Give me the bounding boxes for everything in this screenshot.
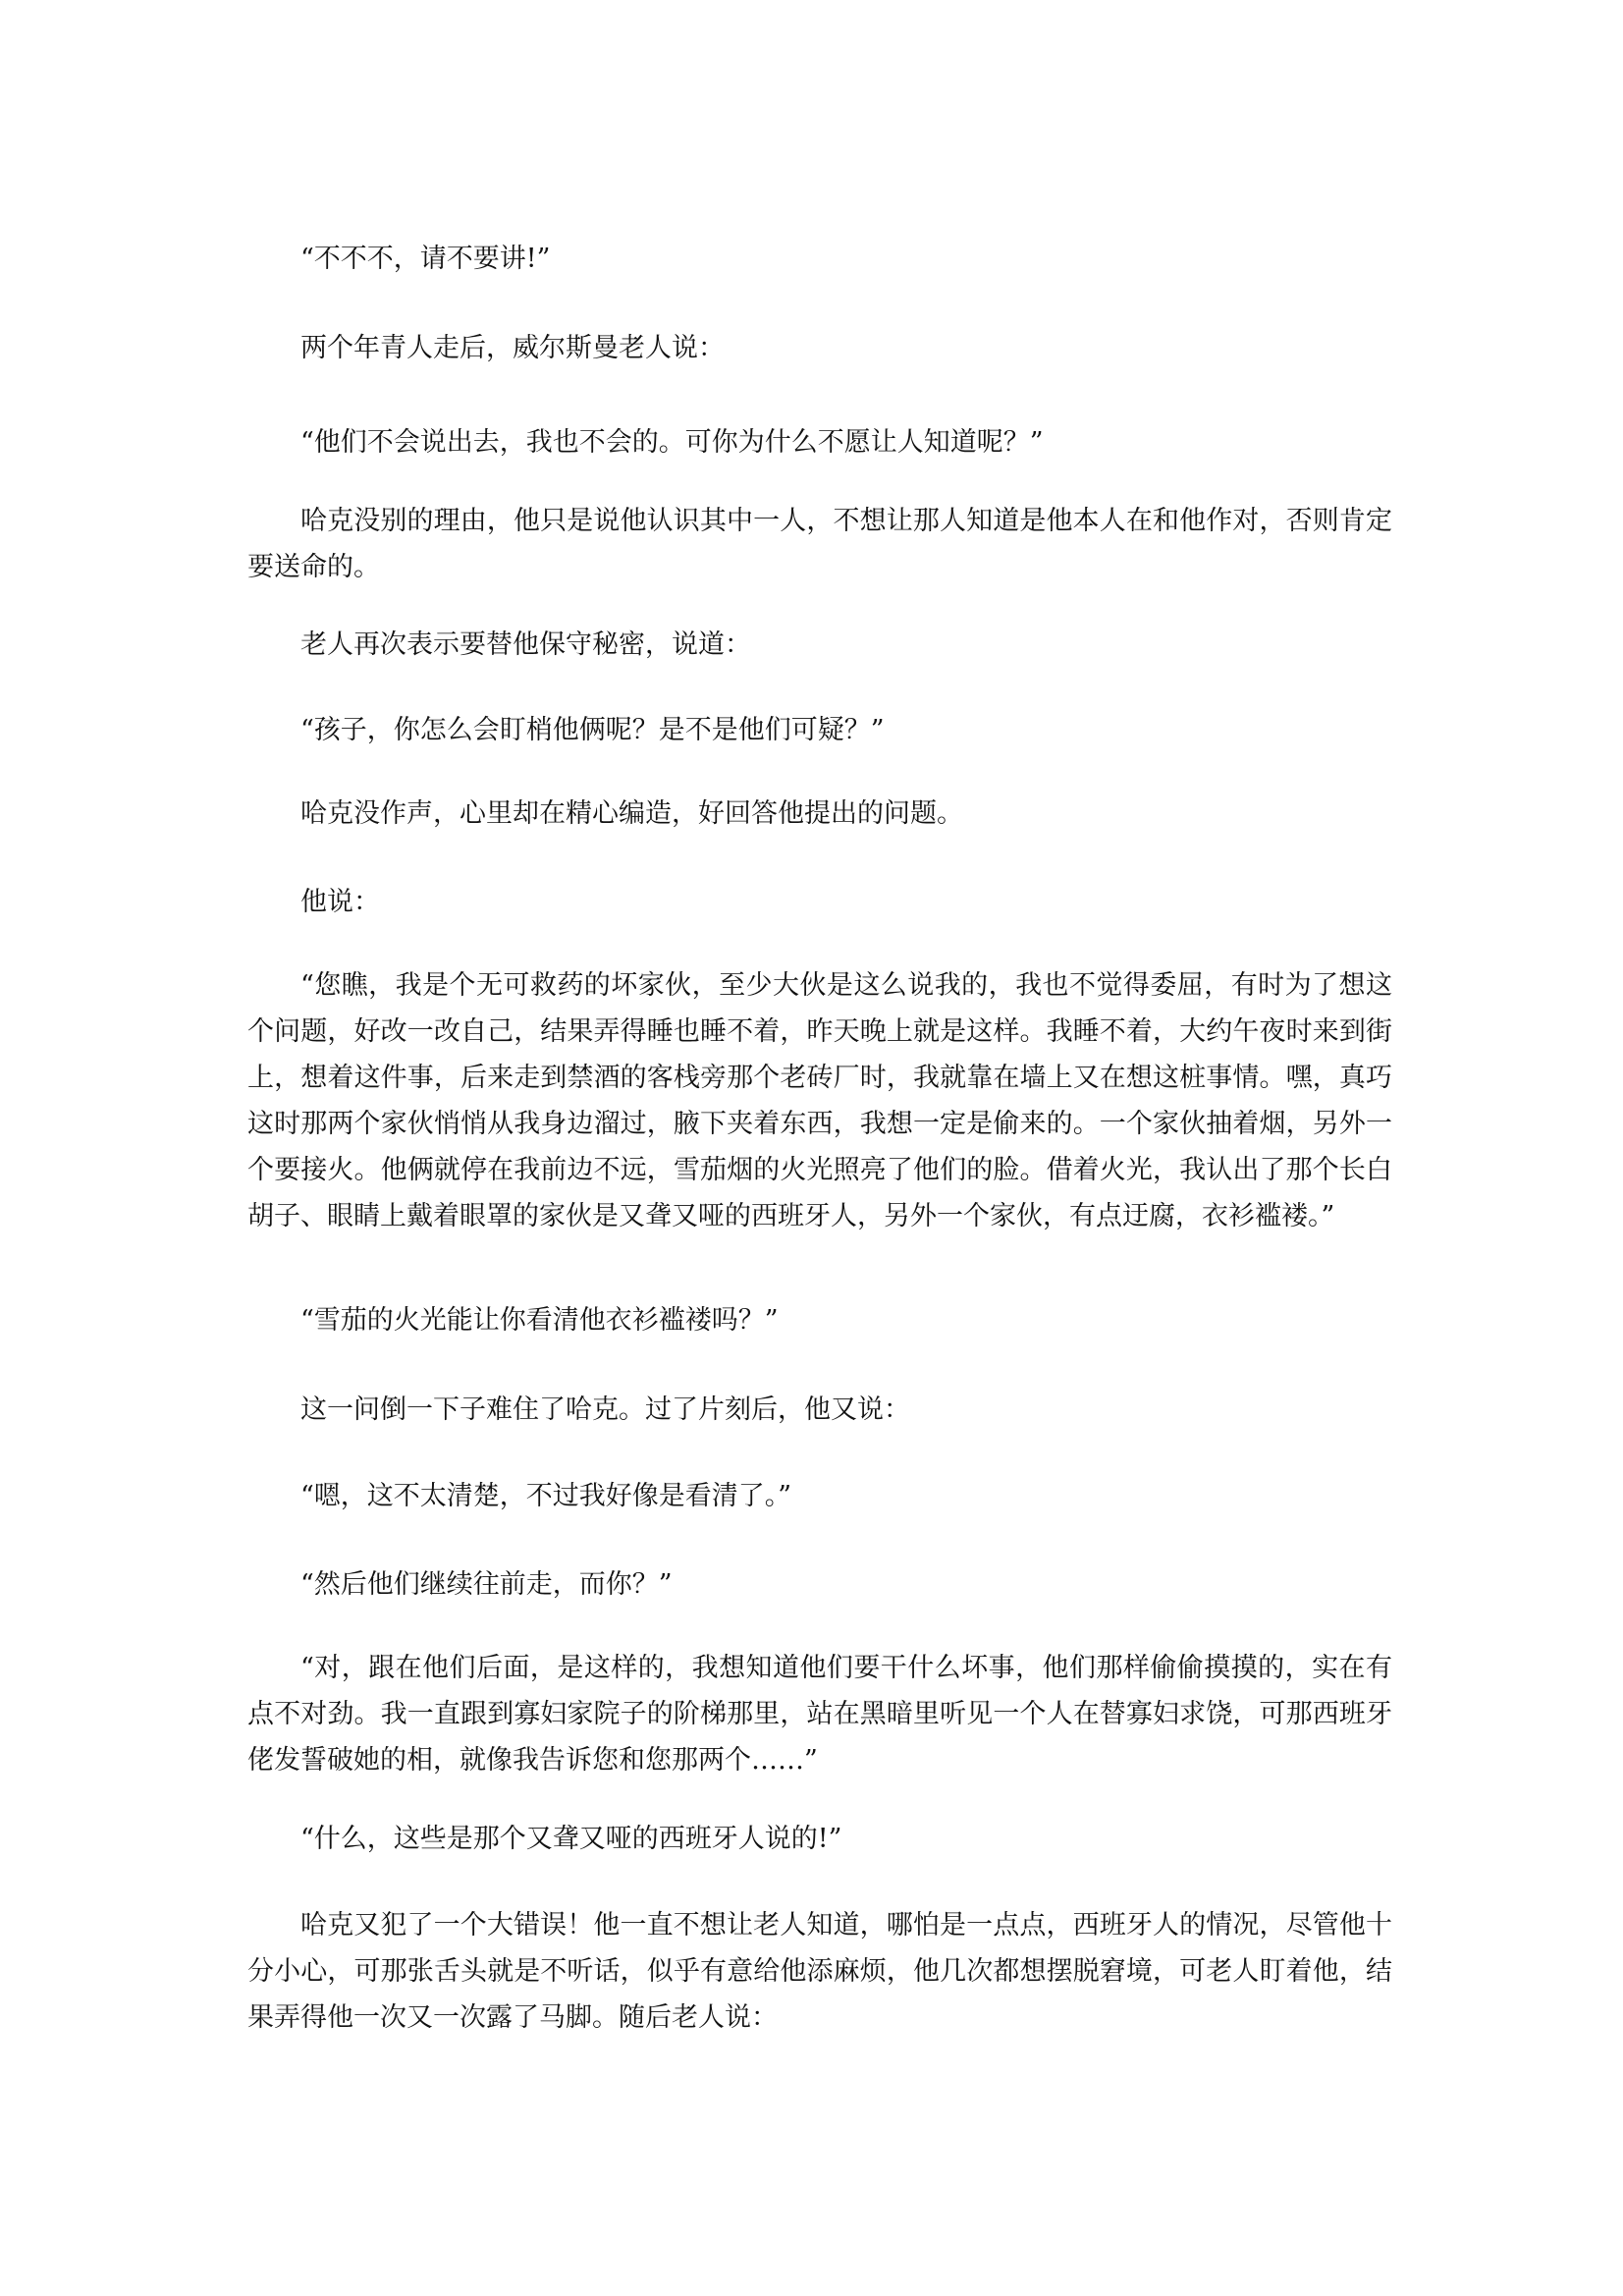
paragraph: “然后他们继续往前走，而你？”	[300, 1569, 673, 1600]
paragraph: 哈克没别的理由，他只是说他认识其中一人，不想让那人知道是他本人在和他作对，否则肯定要送命的。	[247, 506, 1392, 582]
paragraph: 哈克没作声，心里却在精心编造，好回答他提出的问题。	[300, 798, 963, 829]
paragraph: 两个年青人走后，威尔斯曼老人说：	[300, 333, 725, 363]
paragraph: “孩子，你怎么会盯梢他俩呢？是不是他们可疑？”	[300, 715, 885, 745]
paragraph: 老人再次表示要替他保守秘密，说道：	[300, 629, 751, 660]
paragraph: 这一问倒一下子难住了哈克。过了片刻后，他又说：	[300, 1394, 910, 1425]
paragraph: “您瞧，我是个无可救药的坏家伙，至少大伙是这么说我的，我也不觉得委屈，有时为了想这个问题，好改一改自己，结果弄得睡也睡不着，昨天晚上就是这样。我睡不着，大约午夜时来到街上，想着这件事，后来走到禁酒的客栈旁那个老砖厂时，我就靠在墙上又在想这桩事情。嘿，真巧这时那两个家伙悄悄从我身边溜过，腋下夹着东西，我想一定是偷来的。一个家伙抽着烟，另外一个要接火。他俩就停在我前边不远，雪茄烟的火光照亮了他们的脸。借着火光，我认出了那个长白胡子、眼睛上戴着眼罩的家伙是又聋又哑的西班牙人，另外一个家伙，有点迂腐，衣衫褴褛。”	[247, 970, 1392, 1231]
paragraph: “不不不，请不要讲!”	[300, 244, 551, 274]
paragraph: “雪茄的火光能让你看清他衣衫褴褛吗？”	[300, 1305, 779, 1336]
paragraph: 他说：	[300, 887, 380, 917]
paragraph: “对，跟在他们后面，是这样的，我想知道他们要干什么坏事，他们那样偷偷摸摸的，实在有点不对劲。我一直跟到寡妇家院子的阶梯那里，站在黑暗里听见一个人在替寡妇求饶，可那西班牙佬发誓破她的相，就像我告诉您和您那两个……”	[247, 1653, 1392, 1776]
paragraph: 哈克又犯了一个大错误！他一直不想让老人知道，哪怕是一点点，西班牙人的情况，尽管他十分小心，可那张舌头就是不听话，似乎有意给他添麻烦，他几次都想摆脱窘境，可老人盯着他，结果弄得他一次又一次露了马脚。随后老人说：	[247, 1910, 1392, 2033]
paragraph: “嗯，这不太清楚，不过我好像是看清了。”	[300, 1481, 792, 1511]
paragraph: “什么，这些是那个又聋又哑的西班牙人说的!”	[300, 1824, 842, 1854]
paragraph: “他们不会说出去，我也不会的。可你为什么不愿让人知道呢？”	[300, 427, 1044, 458]
